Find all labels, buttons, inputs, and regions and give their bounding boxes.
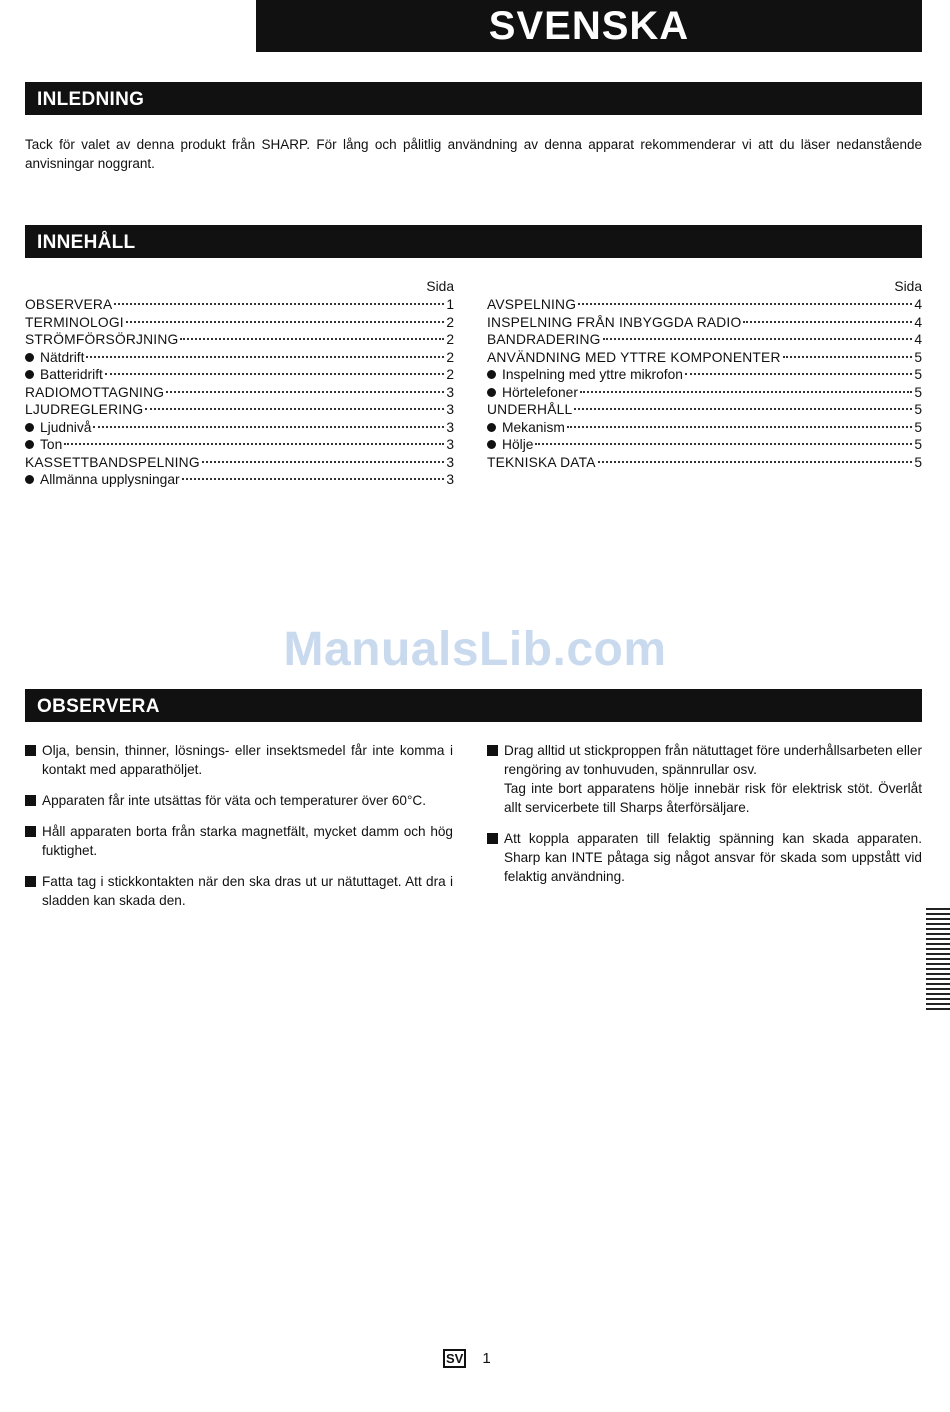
toc-entry — [25, 436, 454, 454]
toc-entry — [25, 366, 454, 384]
toc-right-column — [487, 278, 922, 471]
toc-entry-text: STRÖMFÖRSÖRJNING — [25, 332, 179, 347]
dot-leader — [574, 408, 912, 410]
page-number: 1 — [482, 1350, 491, 1367]
toc-entry — [25, 401, 454, 419]
toc-entry-page: 2 — [446, 349, 454, 365]
toc-entry-title — [487, 436, 533, 454]
bullet-icon — [25, 423, 34, 432]
toc-entry-page: 5 — [914, 437, 922, 452]
toc-entry-text: Batteridrift — [40, 367, 103, 382]
intro-paragraph: Tack för valet av denna produkt från SHARP. För lång och pålitlig användning av denna apparat rekommenderar vi att du läser nedanstående anvisningar noggrant. — [25, 137, 922, 171]
dot-leader — [166, 391, 444, 393]
toc-entry-title — [487, 401, 572, 419]
toc-entry — [487, 401, 922, 419]
toc-entry — [25, 331, 454, 349]
toc-entry — [25, 471, 454, 489]
toc-entry — [487, 436, 922, 454]
toc-entry-text: AVSPELNING — [487, 297, 577, 312]
bullet-icon — [487, 388, 496, 397]
bullet-icon — [25, 353, 34, 362]
toc-entry-title — [487, 349, 781, 367]
caution-paragraph: Håll apparaten borta från starka magnetfält, mycket damm och hög fuktighet. — [42, 824, 453, 858]
dot-leader — [126, 321, 445, 323]
toc-entry-page: 3 — [446, 437, 454, 452]
dot-leader — [578, 303, 912, 305]
caution-paragraph: Fatta tag i stickkontakten när den ska dras ut ur nätuttaget. Att dra i sladden kan skada den. — [42, 874, 453, 908]
toc-entry-text: Ton — [40, 437, 63, 452]
dot-leader — [685, 373, 912, 375]
page-footer — [443, 1349, 491, 1368]
toc-entry — [487, 296, 922, 314]
toc-entry-page: 1 — [446, 297, 454, 312]
square-bullet-icon — [25, 745, 36, 756]
bullet-icon — [487, 423, 496, 432]
toc-entry — [487, 419, 922, 437]
bullet-icon — [487, 370, 496, 379]
dot-leader — [145, 408, 444, 410]
bullet-icon — [25, 440, 34, 449]
toc-entry-page: 3 — [446, 454, 454, 470]
observera-right-column — [487, 741, 922, 898]
toc-entry-title — [25, 314, 124, 332]
toc-entry-page: 4 — [914, 332, 922, 347]
toc-entry-text: UNDERHÅLL — [487, 402, 573, 417]
section-heading-inledning: INLEDNING — [25, 82, 922, 115]
dot-leader — [182, 478, 445, 480]
toc-page-label: Sida — [426, 279, 454, 294]
toc-left-column — [25, 278, 454, 489]
toc-entry-page: 3 — [446, 419, 454, 435]
toc-entry-page: 3 — [446, 472, 454, 487]
caution-paragraph: Att koppla apparaten till felaktig spänning kan skada apparaten. Sharp kan INTE påtaga sig något ansvar för skada som uppstått vid felaktig användning. — [504, 831, 922, 884]
square-bullet-icon — [487, 833, 498, 844]
dot-leader — [598, 461, 913, 463]
toc-entry-text: INSPELNING FRÅN INBYGGDA RADIO — [487, 314, 742, 330]
caution-item — [487, 829, 922, 886]
toc-entry — [25, 419, 454, 437]
bullet-icon — [25, 370, 34, 379]
caution-item — [25, 741, 453, 779]
toc-entry-page: 4 — [914, 297, 922, 312]
page-edge-index-marks — [926, 908, 950, 1013]
toc-entry-page: 5 — [914, 367, 922, 382]
dot-leader — [86, 356, 444, 358]
caution-paragraph: Tag inte bort apparatens hölje innebär risk för elektrisk stöt. Överlåt allt servicerbete till Sharps återförsäljare. — [504, 781, 922, 815]
toc-entry-page: 5 — [914, 384, 922, 400]
toc-entry-title — [25, 419, 91, 437]
toc-entry-page: 3 — [446, 384, 454, 400]
toc-entry-text: RADIOMOTTAGNING — [25, 384, 165, 400]
toc-entry-page: 2 — [446, 314, 454, 330]
toc-entry-page: 2 — [446, 367, 454, 382]
toc-entry-text: OBSERVERA — [25, 297, 113, 312]
toc-entry-title — [25, 349, 84, 367]
observera-left-column — [25, 741, 453, 922]
toc-entry-text: Nätdrift — [40, 349, 85, 365]
toc-entry-title — [487, 314, 741, 332]
dot-leader — [64, 443, 444, 445]
dot-leader — [180, 338, 444, 340]
square-bullet-icon — [25, 826, 36, 837]
toc-entry — [487, 314, 922, 332]
square-bullet-icon — [25, 795, 36, 806]
dot-leader — [93, 426, 444, 428]
toc-entry — [25, 296, 454, 314]
dot-leader — [603, 338, 913, 340]
toc-entry-title — [487, 296, 576, 314]
caution-paragraph: Olja, bensin, thinner, lösnings- eller insektsmedel får inte komma i kontakt med apparathöljet. — [42, 743, 453, 777]
toc-entry-title — [487, 384, 578, 402]
toc-entry-text: Allmänna upplysningar — [40, 472, 180, 487]
toc-entry-title — [25, 296, 112, 314]
toc-entry — [487, 349, 922, 367]
caution-text — [42, 791, 453, 810]
toc-entry-page: 5 — [914, 402, 922, 417]
toc-entry-page: 5 — [914, 454, 922, 470]
toc-entry-title — [487, 454, 596, 472]
caution-item — [25, 872, 453, 910]
bullet-icon — [25, 475, 34, 484]
page-title-banner — [256, 0, 922, 52]
dot-leader — [567, 426, 912, 428]
caution-paragraph: Drag alltid ut stickproppen från nätuttaget före underhållsarbeten eller rengöring av tonhuvuden, spännrullar osv. — [504, 743, 922, 777]
dot-leader — [114, 303, 444, 305]
dot-leader — [743, 321, 912, 323]
toc-entry — [487, 454, 922, 472]
toc-entry — [25, 314, 454, 332]
dot-leader — [105, 373, 444, 375]
toc-entry-page: 2 — [446, 332, 454, 347]
toc-entry-title — [25, 366, 103, 384]
caution-text — [504, 829, 922, 886]
toc-page-label: Sida — [894, 279, 922, 294]
dot-leader — [783, 356, 913, 358]
toc-entry — [487, 366, 922, 384]
toc-entry — [25, 349, 454, 367]
dot-leader — [535, 443, 912, 445]
dot-leader — [202, 461, 445, 463]
toc-entry-page: 5 — [914, 419, 922, 435]
caution-paragraph: Apparaten får inte utsättas för väta och temperaturer över 60°C. — [42, 793, 426, 808]
toc-entry — [487, 331, 922, 349]
toc-entry-text: Hölje — [502, 437, 534, 452]
caution-item — [25, 822, 453, 860]
toc-entry — [25, 454, 454, 472]
toc-entry-title — [487, 331, 601, 349]
toc-entry-title — [487, 419, 565, 437]
toc-entry-page: 3 — [446, 402, 454, 417]
toc-entry-title — [25, 436, 62, 454]
toc-entry-text: KASSETTBANDSPELNING — [25, 454, 200, 470]
toc-entry-page: 5 — [914, 349, 922, 365]
section-heading-observera: OBSERVERA — [25, 689, 922, 722]
caution-text — [42, 741, 453, 779]
toc-entry-title — [487, 366, 683, 384]
toc-entry-text: ANVÄNDNING MED YTTRE KOMPONENTER — [487, 349, 781, 365]
toc-entry — [487, 384, 922, 402]
toc-entry-text: Mekanism — [502, 419, 565, 435]
toc-entry-title — [25, 401, 143, 419]
toc-entry-text: Hörtelefoner — [502, 384, 578, 400]
caution-text — [42, 822, 453, 860]
toc-entry-title — [25, 331, 178, 349]
toc-entry-text: BANDRADERING — [487, 332, 601, 347]
toc-entry — [25, 384, 454, 402]
language-code-badge: SV — [443, 1349, 466, 1368]
dot-leader — [580, 391, 912, 393]
toc-entry-text: TEKNISKA DATA — [487, 454, 596, 470]
toc-entry-text: TERMINOLOGI — [25, 314, 124, 330]
toc-entry-title — [25, 384, 164, 402]
square-bullet-icon — [25, 876, 36, 887]
page-title: SVENSKA — [488, 4, 690, 48]
square-bullet-icon — [487, 745, 498, 756]
watermark: ManualsLib.com — [283, 623, 667, 676]
section-heading-innehall: INNEHÅLL — [25, 225, 922, 258]
toc-entry-text: LJUDREGLERING — [25, 402, 144, 417]
caution-item — [25, 791, 453, 810]
toc-entry-text: Ljudnivå — [40, 419, 92, 435]
toc-entry-page: 4 — [914, 314, 922, 330]
caution-text — [42, 872, 453, 910]
bullet-icon — [487, 440, 496, 449]
toc-entry-title — [25, 471, 180, 489]
caution-text — [504, 741, 922, 817]
toc-entry-text: Inspelning med yttre mikrofon — [502, 367, 683, 382]
caution-item — [487, 741, 922, 817]
toc-entry-title — [25, 454, 200, 472]
